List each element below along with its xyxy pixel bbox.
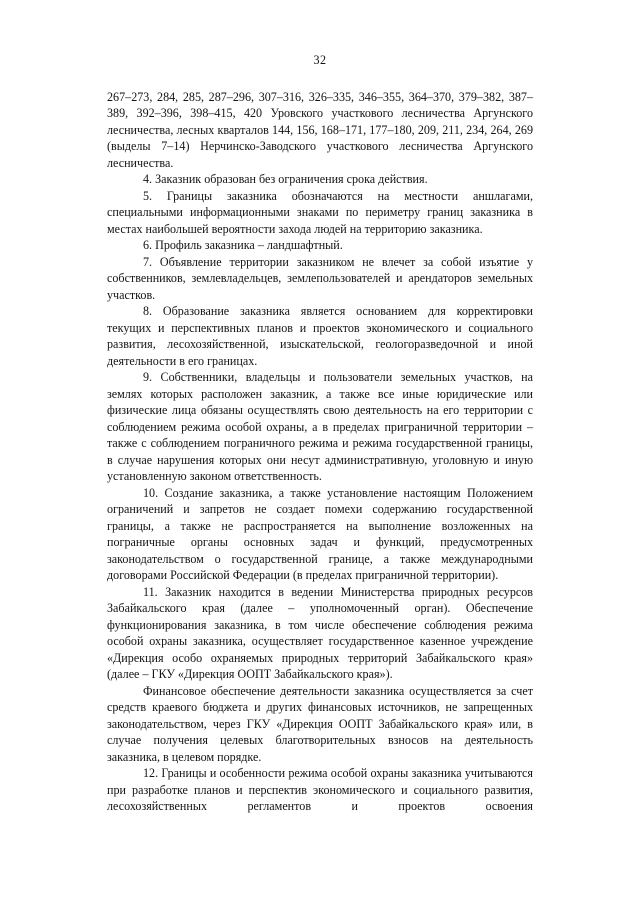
paragraph-4-term: 4. Заказник образован без ограничения срока действия. [143, 172, 428, 186]
paragraph-6-profile: 6. Профиль заказника – ландшафтный. [143, 238, 343, 252]
paragraph-8-planning-basis: 8. Образование заказника является основанием для корректировки текущих и перспективных планов и проектов экономического и социального развития, лесохозяйственной, изыскательской, геологоразведочной и иной деятельности в его границах. [107, 304, 533, 368]
paragraph-12-planning-consideration: 12. Границы и особенности режима особой охраны заказника учитываются при разработке планов и перспектив экономического и социального развития, лесохозяйственных регламентов и проектов освоения [107, 766, 533, 813]
paragraph-5-boundaries-marking: 5. Границы заказника обозначаются на местности аншлагами, специальными информационными знаками по периметру границ заказника в местах наибольшей вероятности захода людей на территорию заказника. [107, 188, 533, 236]
paragraph-9-owners-obligations: 9. Собственники, владельцы и пользователи земельных участков, на землях которых расположен заказник, а также все иные юридические или физические лица обязаны осуществлять свою деятельность на его территории с соблюдением режима особой охраны, а в пределах приграничной территории – также с соблюдением пограничного режима и режима государственной границы, в случае нарушения которых они несут административную, уголовную и иную установленную законом ответственность. [107, 370, 533, 483]
paragraph-11-financing: Финансовое обеспечение деятельности заказника осуществляется за счет средств краевого бюджета и других финансовых источников, не запрещенных законодательством, через ГКУ «Дирекция ООПТ Забайкальского края» или, в случае получения целевых благотворительных взносов на деятельность заказника, в целевом порядке. [107, 683, 533, 764]
paragraph-11-administration: 11. Заказник находится в ведении Министерства природных ресурсов Забайкальского края (далее – уполномоченный орган). Обеспечение функционирования заказника, в том числе обеспечение соблюдения режима особой охраны заказника, осуществляет государственное казенное учреждение «Дирекция особо охраняемых природных территорий Забайкальского края» (далее – ГКУ «Дирекция ООПТ Забайкальского края»). [107, 584, 533, 681]
paragraph-10-state-border: 10. Создание заказника, а также установление настоящим Положением ограничений и запретов не создает помехи содержанию государственной границы, а также не распространяется на выполнение возложенных на пограничные органы основных задач и функций, предусмотренных законодательством о государственной границе, а также международными договорами Российской Федерации (в пределах приграничной территории). [107, 485, 533, 582]
document-page [107, 52, 533, 815]
paragraph-forest-quarters-continuation: 267–273, 284, 285, 287–296, 307–316, 326–335, 346–355, 364–370, 379–382, 387–389, 392–396, 398–415, 420 Уровского участкового лесничества Аргунского лесничества, лесных кварталов 144, 156, 168–171, 177–180, 209, 211, 234, 264, 269 (выделы 7–14) Нерчинско-Заводского участкового лесничества Аргунского лесничества. [107, 89, 533, 170]
paragraph-7-no-withdrawal: 7. Объявление территории заказником не влечет за собой изъятие у собственников, землевладельцев, землепользователей и арендаторов земельных участков. [107, 254, 533, 302]
page-number: 32 [313, 53, 327, 67]
